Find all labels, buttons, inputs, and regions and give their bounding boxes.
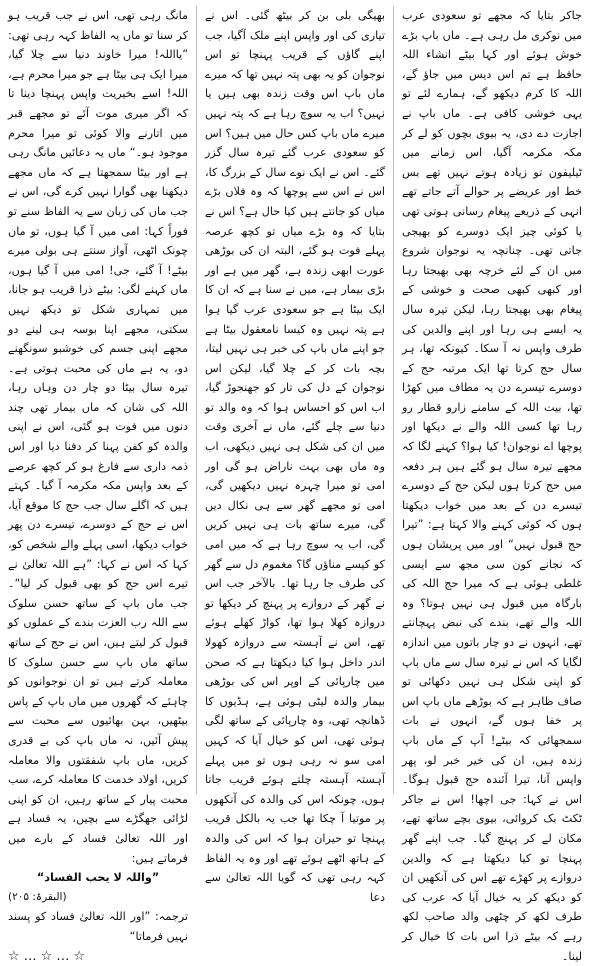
column-right <box>402 6 582 794</box>
column-left-text: مانگ رہی تھی، اس نے جب قریب ہو کر سنا تو ماں یہ الفاظ کہہ رہی تھی: ”یااللہ! میرا خاوند دنیا سے چلا گیا، میرا ایک ہی بیٹا ہے جو میرا محرم ہے، اللہ! اسے بخیریت واپس پہنچا دینا تا کہ اگر میری موت آئے تو مجھے قبر میں اتارنے والا کوئی تو میرا محرم موجود ہو۔“ ماں یہ دعائیں مانگ رہی ہے اور بیٹا سمجھتا ہے کہ ماں مجھے دیکھنا بھی گوارا نہیں کرے گی، اس نے جب ماں کی زبان سے یہ الفاظ سنے تو فوراً کہا: امی میں آ گیا ہوں، تو ماں چونک اٹھی، آواز سنتے ہی بولی میرے بیٹے! آ گئے، جی! امی میں آ گیا ہوں، ماں کہنے لگی: بیٹے ذرا قریب ہو جانا، میں تمہاری شکل تو دیکھ نہیں سکتی، مجھے اپنا بوسہ ہی لینے دو مجھے اپنی جسم کی خوشبو سونگھنے دو، یہ ہے ماں کی محبت ہوتی ہے۔ تیرہ سال بیٹا دو چار دن وہاں رہا، اللہ کی شان کہ ماں بیمار تھی چند دنوں میں فوت ہو گئی، اس نے اپنی والدہ کو کفن پہنا کر دفنا دیا اور اس ذمہ داری سے فارغ ہو کر کچھ عرصے کے بعد واپس مکہ مکرمہ آ گیا۔ کہتے ہیں کہ اگلے سال جب حج کا موقع آیا، اس نے حج کے دوسرے، تیسرے دن پھر خواب دیکھا، اسی پہلے والے شخص کو، کہا کہ اس نے کہا: ”ہے اللہ تعالیٰ نے تیرے اس حج کو بھی قبول کر لیا“۔ جب ماں باپ کے ساتھ حسن سلوک سے اللہ رب العزت بندے کے عملوں کو قبول کر لیتے ہیں، اس نے حج کے ساتھ ساتھ ماں باپ سے حسن سلوک کا معاملہ کرتے ہیں تو ان نوجوانوں کو چاہئے کہ گھروں میں ماں باپ کے پاس بیٹھیں، بہن بھائیوں سے محبت سے پیش آئیں، نہ ماں باپ کی بے قدری کریں، ماں باپ شفقتوں والا معاملہ کریں، اولاد خدمت کا معاملہ کرے، سب محبت پیار کے ساتھ رہیں، ان کو اپنی لڑائی جھگڑے سے بچیں، یہ فساد ہے اور اللہ تعالیٰ فساد کے بارے میں فرماتے ہیں: <box>8 6 188 868</box>
column-middle-text: بھیگی بلی بن کر بیٹھ گئی۔ اس نے تیاری کی اور واپس اپنے ملک آگیا، جب اپنے گاؤں کے قریب پہنچا تو اس نوجوان کو یہ بھی پتہ نہیں تھا کہ میرے ماں باپ اس وقت زندہ بھی ہیں یا نہیں؟ اب یہ سوچ رہا ہے کہ پتہ نہیں میرے ماں باپ کس حال میں ہیں؟ اس کو سعودی عرب گئے تیرہ سال گزر گئے۔ اس نے ایک نوے سال کے بزرگ کا، اس نے اس سے پوچھا کہ وہ فلاں بڑے میاں کو جانتے ہیں کیا حال ہے؟ اس نے بتایا کہ وہ بڑے میاں تو کچھ عرصہ پہلے فوت ہو گئے، البتہ ان کی بوڑھی عورت ابھی زندہ ہے، گھر میں ہے اور بڑی بیمار ہے، میں نے سنا ہے کہ ان کا ایک بیٹا ہے جو سعودی عرب گیا ہوا ہے پتہ نہیں وہ کیسا نامعقول بیٹا ہے جو اپنے ماں باپ کی خبر ہی نہیں لیتا، بچہ بات کر کے چلا گیا، لیکن اس نوجوان کے دل کی تار کو جھنجوڑ گیا، اب اس کو احساس ہوا کہ وہ والد تو دنیا سے چلے گئے، ماں نے آخری وقت میں ان کی شکل ہی نہیں دیکھی، اب وہ ماں بھی بہت ناراض ہو گی اور امی تو میرا چہرہ نہیں دیکھیں گی، امی تو مجھے گھر سے ہی نکال دیں گی، میرے ساتھ بات ہی نہیں کریں گی، اب یہ سوچ رہا ہے کہ میں امی کو کیسے مناؤں گا؟ مغموم دل سے گھر کی طرف جا رہا تھا۔ بالآخر جب اس نے گھر کے دروازے پر پہنچ کر دیکھا تو دروازہ کھلا ہوا تھا، کواڑ کھلے ہوئے تھے، اس نے آہستہ سے دروازہ کھولا اندر داخل ہوا کیا دیکھتا ہے کہ صحن میں چارپائی کے اوپر اس کی بوڑھی بیمار والدہ لیٹی ہوئی ہے، ہڈیوں کا ڈھانچہ تھی، وہ چارپائی کے ساتھ لگی ہوئی تھی، اس کو خیال آیا کہ کہیں امی سو نہ رہی ہوں تو میں پہلے آہستہ آہستہ چلتے ہوئے قریب جاتا ہوں، چونکہ اس کی والدہ کی آنکھوں پر موتیا آ چکا تھا جب یہ بالکل قریب پہنچا تو حیران ہوا کہ اس کی والدہ کے ہاتھ اٹھے ہوئے تھے اور وہ یہ الفاظ کہہ رہی تھی کہ گویا اللہ تعالیٰ سے دعا <box>205 6 385 907</box>
column-right-text: جاکر بتایا کہ مجھے تو سعودی عرب میں نوکری مل رہی ہے۔ ماں باپ بڑے خوش ہوئے اور کہا بیٹے انشاء اللہ حافظ ہے تم اس دیس میں جاؤ گے، اللہ کا کرم دیکھو گے، ہمارے لئے تو یہی خوشی کافی ہے۔ ماں باپ نے اجازت دے دی، یہ بیوی بچوں کو لے کر مکہ مکرمہ آگیا، اس زمانے میں ٹیلیفون تو زیادہ ہوتے نہیں تھے بس خط اور عریضے پر حوالے آتے جاتے تھے انہی کے ذریعے پیغام رسانی ہوتی تھی یا کوئی چیز ایک دوسرے کو بھیجی جاتی تھی۔ چنانچہ یہ نوجوان شروع میں ان کے لئے خرچہ بھی بھیجتا رہا اور کبھی کبھی صحت و خوشی کے پیغام بھی بھیجتا رہا، لیکن تیرہ سال یہ ایسے ہی رہا اور اپنے والدین کی طرف واپس نہ آ سکا۔ کیونکہ تھا، ہر سال حج کرتا تھا ایک مرتبہ حج کے دوسرے تیسرے دن یہ مطاف میں کھڑا تھا، بیت اللہ کے سامنے زارو قطار رو رہا تھا کسی اللہ والے نے دیکھا اور پوچھا اے نوجوان! کیا ہوا؟ کہنے لگا کہ مجھے تیرہ سال ہو گئے ہیں ہر دفعہ میں حج کرتا ہوں لیکن حج کے دوسرے تیسرے دن کے بعد میں خواب دیکھتا ہوں کہ کوئی کہنے والا کہتا ہے: ”تیرا حج قبول نہیں“ اور میں پریشان ہوں کہ نجانے کون سی مجھ سے ایسی غلطی ہوئی ہے کہ میرا حج اللہ کی بارگاہ میں قبول ہی نہیں ہوتا؟ وہ اللہ والے تھے، بندے کی نبض پہچانتے تھے، انہوں نے دو چار باتوں میں اندازہ لگایا کہ اس نے تیرہ سال سے ماں باپ کو اپنی شکل ہی نہیں دکھائی تو صاف ظاہر ہے کہ بوڑھے ماں باپ اس پر خفا ہوں گے، انہوں نے بات سمجھائی کہ بیٹے! آپ کے ماں باپ زندہ ہیں، ان کی خیر خبر لو، پھر واپس آنا، تیرا آئندہ حج قبول ہوگا۔ اس نے کہا: جی اچھا! اس نے جاکر ٹکٹ بک کروائی، بیوی بچے ساتھ تھے، مکان لے کر پہنچ گیا۔ جب اپنے گھر پہنچا تو کیا دیکھتا ہے کہ والدین دروازے پر کھڑے تھے اس کی آنکھیں ان کو دیکھ کر یہ خیال آیا کہ عرب کی طرف لکھ کر چٹھی والد صاحب لکھ رہے کہ بیٹے ذرا اس بات کا خیال کر لینا۔ <box>402 6 582 966</box>
quote-translation: ترجمہ: ”اور اللہ تعالیٰ فساد کو پسند نہیں فرماتا“ <box>8 907 188 946</box>
quran-reference: (البقرۃ: ۲۰۵) <box>8 888 188 908</box>
column-divider <box>196 6 197 794</box>
column-left <box>8 6 188 794</box>
quran-quote: ”واللہ لا یحب الفساد“ <box>8 868 188 888</box>
column-divider <box>393 6 394 794</box>
stars-divider: ☆…☆…☆ <box>8 947 188 966</box>
column-middle <box>205 6 385 794</box>
